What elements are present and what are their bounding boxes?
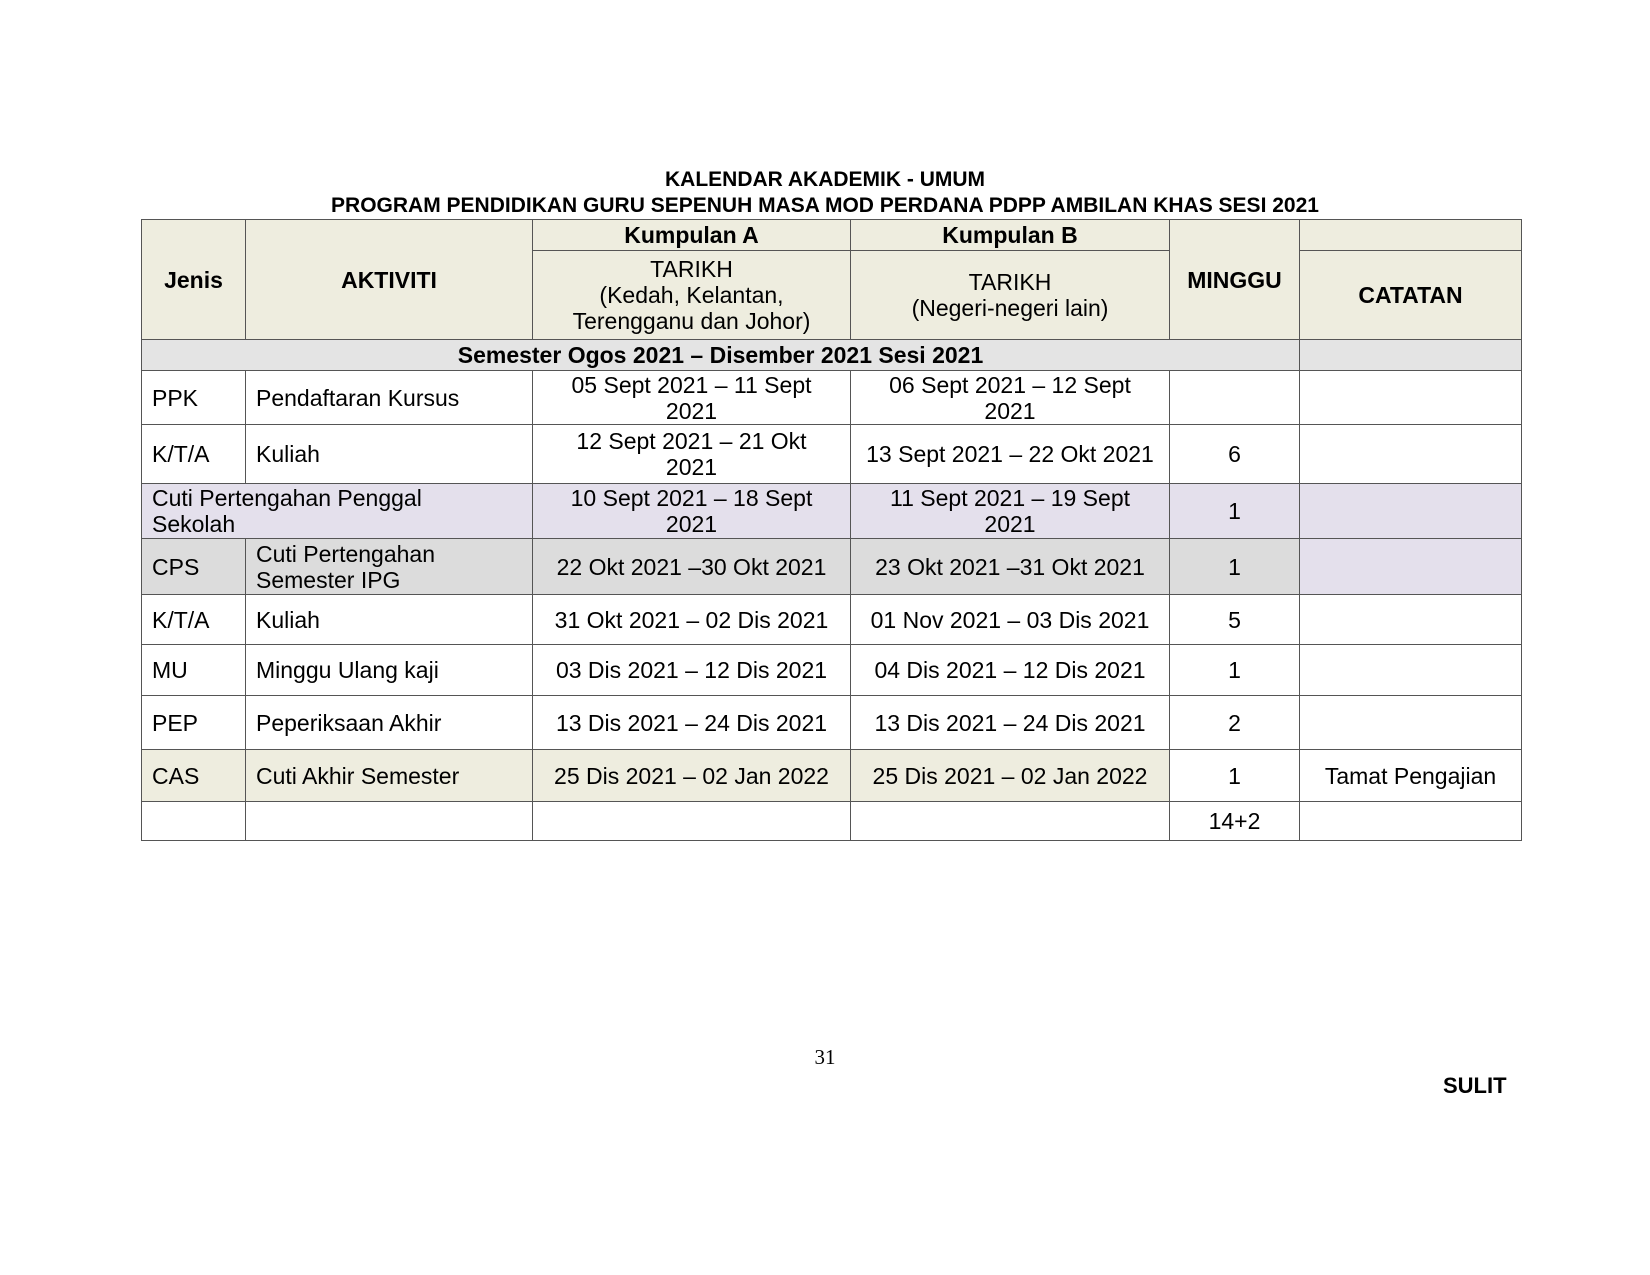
header-tarikh-a-states2: Terengganu dan Johor) xyxy=(572,308,811,334)
page-number: 31 xyxy=(814,1045,836,1069)
table-row xyxy=(142,595,1522,645)
header-catatan-top xyxy=(1300,220,1522,251)
cell-minggu: 6 xyxy=(1170,425,1300,484)
total-row xyxy=(142,802,1522,841)
cell-tarikh-a-line1: 12 Sept 2021 – 21 Okt xyxy=(576,428,807,454)
table-row xyxy=(142,425,1522,484)
cell-catatan xyxy=(1300,371,1522,425)
table-row xyxy=(142,750,1522,802)
table-row xyxy=(142,371,1522,425)
semester-row xyxy=(142,340,1522,371)
cell-tarikh-b xyxy=(851,371,1170,425)
cell-tarikh-b-line2: 2021 xyxy=(984,397,1036,424)
cell-tarikh-a: 31 Okt 2021 – 02 Dis 2021 xyxy=(533,595,851,645)
cell-catatan xyxy=(1300,484,1522,539)
cell-tarikh-a: 22 Okt 2021 –30 Okt 2021 xyxy=(533,539,851,595)
cell-tarikh-a xyxy=(533,484,851,539)
cell-blank xyxy=(1300,802,1522,841)
header-minggu: MINGGU xyxy=(1170,220,1300,340)
cell-minggu: 1 xyxy=(1170,750,1300,802)
cell-tarikh-b: 01 Nov 2021 – 03 Dis 2021 xyxy=(851,595,1170,645)
cell-catatan: Tamat Pengajian xyxy=(1300,750,1522,802)
header-tarikh-a-label: TARIKH xyxy=(650,256,733,282)
cell-tarikh-a-line2: 2021 xyxy=(665,511,718,537)
cell-jenis: MU xyxy=(142,645,246,696)
cell-blank xyxy=(851,802,1170,841)
cell-tarikh-b: 13 Sept 2021 – 22 Okt 2021 xyxy=(851,425,1170,484)
cell-tarikh-a: 13 Dis 2021 – 24 Dis 2021 xyxy=(533,696,851,750)
cell-tarikh-b: 04 Dis 2021 – 12 Dis 2021 xyxy=(851,645,1170,696)
cell-tarikh-b: 23 Okt 2021 –31 Okt 2021 xyxy=(851,539,1170,595)
academic-calendar-table xyxy=(141,219,1522,841)
header-kumpulan-b: Kumpulan B xyxy=(851,220,1170,251)
header-tarikh-b-label: TARIKH xyxy=(968,269,1052,295)
cell-minggu: 5 xyxy=(1170,595,1300,645)
cell-tarikh-b: 25 Dis 2021 – 02 Jan 2022 xyxy=(851,750,1170,802)
table-row xyxy=(142,645,1522,696)
cell-aktiviti-line2: Semester IPG xyxy=(256,566,401,593)
cell-minggu: 1 xyxy=(1170,539,1300,595)
cell-jenis: CAS xyxy=(142,750,246,802)
cell-tarikh-a xyxy=(533,425,851,484)
cell-jenis: PEP xyxy=(142,696,246,750)
cell-tarikh-b-line1: 06 Sept 2021 – 12 Sept xyxy=(889,371,1131,398)
cell-catatan xyxy=(1300,539,1522,595)
cell-tarikh-a-line1: 05 Sept 2021 – 11 Sept xyxy=(571,371,812,398)
table-row xyxy=(142,484,1522,539)
classification-label: SULIT xyxy=(1443,1073,1507,1098)
cell-minggu: 1 xyxy=(1170,645,1300,696)
cell-aktiviti-line1: Cuti Pertengahan xyxy=(256,540,436,567)
semester-blank xyxy=(1300,340,1522,371)
cell-tarikh-b xyxy=(851,484,1170,539)
table-row xyxy=(142,539,1522,595)
cell-aktiviti-line1: Cuti Pertengahan Penggal xyxy=(152,485,422,511)
cell-aktiviti: Kuliah xyxy=(246,595,533,645)
cell-aktiviti: Peperiksaan Akhir xyxy=(246,696,533,750)
cell-tarikh-a-line2: 2021 xyxy=(665,454,718,480)
cell-blank xyxy=(142,802,246,841)
document-title: KALENDAR AKADEMIK - UMUM xyxy=(664,168,986,191)
cell-catatan xyxy=(1300,696,1522,750)
header-kumpulan-a: Kumpulan A xyxy=(533,220,851,251)
cell-catatan xyxy=(1300,645,1522,696)
cell-aktiviti xyxy=(246,539,533,595)
header-catatan: CATATAN xyxy=(1300,251,1522,340)
cell-minggu: 2 xyxy=(1170,696,1300,750)
cell-catatan xyxy=(1300,595,1522,645)
cell-tarikh-b-line2: 2021 xyxy=(984,511,1036,537)
cell-minggu: 1 xyxy=(1170,484,1300,539)
cell-aktiviti-line2: Sekolah xyxy=(152,511,236,537)
document-subtitle: PROGRAM PENDIDIKAN GURU SEPENUH MASA MOD PERDANA PDPP AMBILAN KHAS SESI 2021 xyxy=(331,194,1319,217)
header-aktiviti: AKTIVITI xyxy=(246,220,533,340)
cell-tarikh-a-line2: 2021 xyxy=(665,397,718,424)
table-row xyxy=(142,696,1522,750)
cell-tarikh-b: 13 Dis 2021 – 24 Dis 2021 xyxy=(851,696,1170,750)
cell-aktiviti: Pendaftaran Kursus xyxy=(246,371,533,425)
cell-aktiviti: Cuti Akhir Semester xyxy=(246,750,533,802)
header-tarikh-b-states: (Negeri-negeri lain) xyxy=(911,295,1109,321)
cell-jenis: K/T/A xyxy=(142,595,246,645)
cell-jenis: K/T/A xyxy=(142,425,246,484)
cell-minggu xyxy=(1170,371,1300,425)
cell-aktiviti: Minggu Ulang kaji xyxy=(246,645,533,696)
header-tarikh-a-states1: (Kedah, Kelantan, xyxy=(599,282,784,308)
header-tarikh-a xyxy=(533,251,851,340)
cell-blank xyxy=(533,802,851,841)
cell-catatan xyxy=(1300,425,1522,484)
cell-aktiviti: Kuliah xyxy=(246,425,533,484)
header-tarikh-b xyxy=(851,251,1170,340)
cell-tarikh-a: 25 Dis 2021 – 02 Jan 2022 xyxy=(533,750,851,802)
cell-tarikh-a-line1: 10 Sept 2021 – 18 Sept xyxy=(570,485,813,511)
cell-tarikh-b-line1: 11 Sept 2021 – 19 Sept xyxy=(890,485,1130,511)
cell-aktiviti-merged xyxy=(142,484,533,539)
cell-jenis: PPK xyxy=(142,371,246,425)
cell-blank xyxy=(246,802,533,841)
semester-label: Semester Ogos 2021 – Disember 2021 Sesi 2021 xyxy=(142,340,1300,371)
cell-total-minggu: 14+2 xyxy=(1170,802,1300,841)
cell-tarikh-a: 03 Dis 2021 – 12 Dis 2021 xyxy=(533,645,851,696)
cell-tarikh-a xyxy=(533,371,851,425)
cell-jenis: CPS xyxy=(142,539,246,595)
header-jenis: Jenis xyxy=(142,220,246,340)
